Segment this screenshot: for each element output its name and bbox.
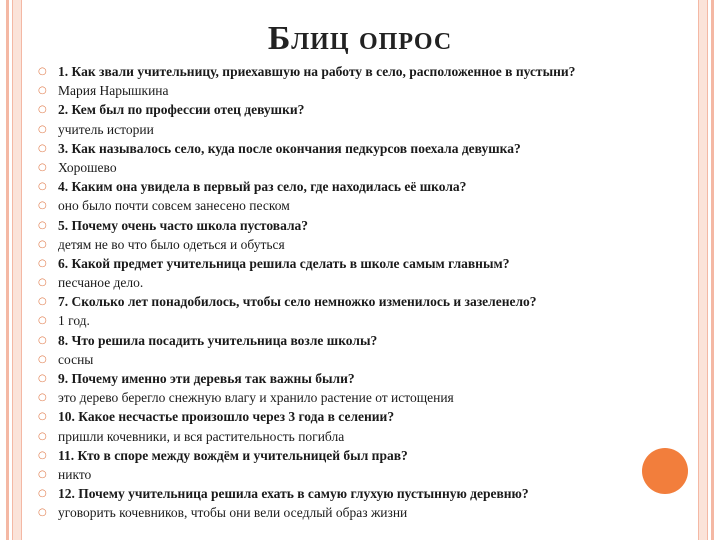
question-text: 2. Кем был по профессии отец девушки? <box>58 102 305 118</box>
answer-item <box>38 273 688 292</box>
question-item <box>38 484 688 503</box>
answer-item <box>38 81 688 100</box>
answer-text: Мария Нарышкина <box>58 83 169 99</box>
question-item <box>38 446 688 465</box>
question-text: 5. Почему очень часто школа пустовала? <box>58 217 309 233</box>
question-text: 7. Сколько лет понадобилось, чтобы село немножко изменилось и зазеленело? <box>58 294 537 310</box>
ring-bullet-icon: ○ <box>38 392 47 404</box>
question-text: 8. Что решила посадить учительница возле школы? <box>58 332 378 348</box>
answer-item <box>38 427 688 446</box>
right-border-band <box>698 0 708 540</box>
answer-text: это дерево берегло снежную влагу и хранило растение от истощения <box>58 390 454 406</box>
question-text: 9. Почему именно эти деревья так важны были? <box>58 371 355 386</box>
question-text: 12. Почему учительница решила ехать в самую глухую пустынную деревню? <box>58 486 529 502</box>
answer-text: оно было почти совсем занесено песком <box>58 198 290 214</box>
question-item <box>38 177 688 196</box>
ring-bullet-icon: ○ <box>38 142 47 154</box>
question-text: 1. Как звали учительницу, приехавшую на работу в село, расположенное в пустыни? <box>58 64 576 79</box>
right-border-stripe <box>711 0 714 540</box>
question-item <box>38 216 688 235</box>
ring-bullet-icon: ○ <box>38 104 47 116</box>
answer-text: Хорошево <box>58 159 117 175</box>
question-item <box>38 369 688 388</box>
left-border-band <box>12 0 22 540</box>
ring-bullet-icon: ○ <box>38 468 47 480</box>
answer-text: сосны <box>58 351 94 367</box>
answer-text: учитель истории <box>58 121 154 137</box>
question-text: 10. Какое несчастье произошло через 3 года в селении? <box>58 409 395 425</box>
ring-bullet-icon: ○ <box>38 257 47 269</box>
answer-item <box>38 158 688 177</box>
ring-bullet-icon: ○ <box>38 238 47 250</box>
answer-text: уговорить кочевников, чтобы они вели оседлый образ жизни <box>58 505 408 521</box>
question-item <box>38 254 688 273</box>
ring-bullet-icon: ○ <box>38 315 47 327</box>
question-item <box>38 100 688 119</box>
ring-bullet-icon: ○ <box>38 353 47 365</box>
answer-item <box>38 235 688 254</box>
answer-text: никто <box>58 466 92 482</box>
ring-bullet-icon: ○ <box>38 488 47 500</box>
ring-bullet-icon: ○ <box>38 161 47 173</box>
ring-bullet-icon: ○ <box>38 181 47 193</box>
ring-bullet-icon: ○ <box>38 334 47 346</box>
quiz-list <box>38 62 688 523</box>
ring-bullet-icon: ○ <box>38 373 47 384</box>
answer-item <box>38 388 688 407</box>
answer-text: 1 год. <box>58 313 90 329</box>
answer-item <box>38 120 688 139</box>
ring-bullet-icon: ○ <box>38 411 47 423</box>
question-item <box>38 62 688 81</box>
slide-title: Блиц опрос <box>267 20 453 57</box>
ring-bullet-icon: ○ <box>38 296 47 308</box>
question-text: 4. Каким она увидела в первый раз село, где находилась её школа? <box>58 179 467 195</box>
question-item <box>38 139 688 158</box>
question-text: 11. Кто в споре между вождём и учительницей был прав? <box>58 447 408 463</box>
ring-bullet-icon: ○ <box>38 219 47 231</box>
question-item <box>38 331 688 350</box>
question-text: 3. Как называлось село, куда после окончания педкурсов поехала девушка? <box>58 140 521 156</box>
answer-text: песчаное дело. <box>58 275 144 291</box>
ring-bullet-icon: ○ <box>38 123 47 135</box>
answer-text: детям не во что было одеться и обуться <box>58 236 285 252</box>
question-text: 6. Какой предмет учительница решила сделать в школе самым главным? <box>58 255 510 271</box>
answer-item <box>38 350 688 369</box>
ring-bullet-icon: ○ <box>38 449 47 461</box>
answer-item <box>38 196 688 215</box>
question-item <box>38 292 688 311</box>
question-item <box>38 407 688 426</box>
ring-bullet-icon: ○ <box>38 85 47 97</box>
answer-item <box>38 311 688 330</box>
ring-bullet-icon: ○ <box>38 200 47 212</box>
ring-bullet-icon: ○ <box>38 66 47 77</box>
ring-bullet-icon: ○ <box>38 277 47 289</box>
decorative-orange-circle <box>642 448 688 494</box>
ring-bullet-icon: ○ <box>38 507 47 519</box>
answer-item <box>38 465 688 484</box>
left-border-stripe <box>6 0 9 540</box>
ring-bullet-icon: ○ <box>38 430 47 442</box>
answer-text: пришли кочевники, и вся растительность погибла <box>58 428 345 444</box>
answer-item <box>38 503 688 522</box>
